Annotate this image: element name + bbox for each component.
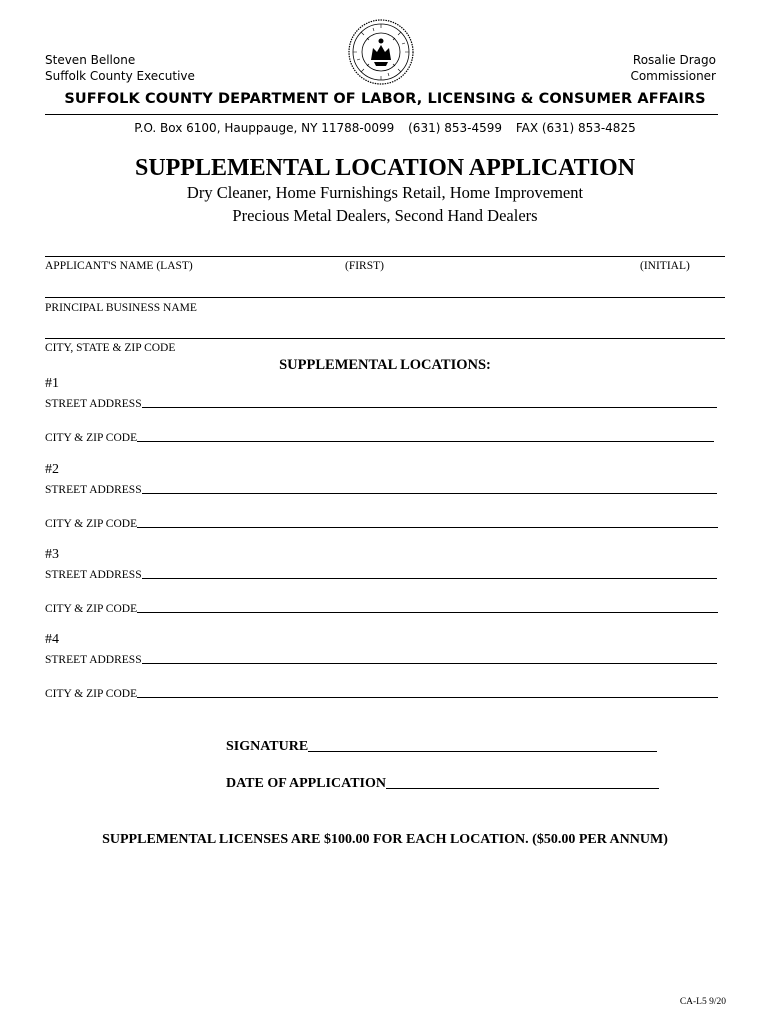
commissioner-block	[630, 52, 716, 84]
signature-label: SIGNATURE	[226, 739, 309, 754]
location-2-street-label: STREET ADDRESS	[45, 484, 142, 496]
location-4-street-label: STREET ADDRESS	[45, 654, 142, 666]
location-3-street-label: STREET ADDRESS	[45, 569, 142, 581]
phone-number: (631) 853-4599	[408, 121, 502, 135]
signature-row	[226, 739, 657, 755]
contact-line	[0, 121, 770, 135]
commissioner-name: Rosalie Drago	[632, 53, 716, 67]
location-1-city-row	[45, 430, 714, 444]
county-executive-title: Suffolk County Executive	[45, 69, 195, 83]
location-2-city-input[interactable]	[137, 516, 718, 528]
location-3-street-input[interactable]	[142, 567, 717, 579]
location-4-number: #4	[45, 632, 59, 647]
location-3-number: #3	[45, 547, 59, 562]
date-of-application-label: DATE OF APPLICATION	[226, 776, 386, 791]
applicant-name-field[interactable]	[45, 256, 725, 257]
subtitle-line-2: Precious Metal Dealers, Second Hand Dealers	[232, 206, 538, 225]
location-2-street-row	[45, 482, 717, 496]
location-4-street-row	[45, 652, 717, 666]
applicant-last-name-label: APPLICANT'S NAME (LAST)	[45, 260, 193, 272]
county-executive-block	[45, 52, 195, 84]
header-divider	[45, 114, 718, 115]
city-state-zip-label: CITY, STATE & ZIP CODE	[45, 342, 176, 354]
location-1-street-row	[45, 396, 717, 410]
city-state-zip-field[interactable]	[45, 338, 725, 339]
location-2-street-input[interactable]	[142, 482, 717, 494]
location-1-street-input[interactable]	[142, 396, 717, 408]
fee-notice: SUPPLEMENTAL LICENSES ARE $100.00 FOR EACH LOCATION. ($50.00 PER ANNUM)	[102, 832, 668, 847]
po-box-address: P.O. Box 6100, Hauppauge, NY 11788-0099	[134, 121, 395, 135]
county-executive-name: Steven Bellone	[45, 53, 136, 67]
location-2-number: #2	[45, 462, 59, 477]
location-4-city-row	[45, 686, 718, 700]
county-seal-icon	[347, 18, 415, 86]
form-number: CA-L5 9/20	[679, 997, 726, 1007]
commissioner-title: Commissioner	[630, 69, 716, 83]
supplemental-locations-heading: SUPPLEMENTAL LOCATIONS:	[279, 357, 491, 373]
location-4-city-input[interactable]	[137, 686, 718, 698]
applicant-initial-label: (INITIAL)	[640, 260, 690, 272]
location-2-city-label: CITY & ZIP CODE	[45, 518, 138, 530]
signature-input[interactable]	[308, 739, 657, 752]
subtitle-line-1: Dry Cleaner, Home Furnishings Retail, Home Improvement	[186, 183, 584, 202]
location-3-city-label: CITY & ZIP CODE	[45, 603, 138, 615]
business-name-label: PRINCIPAL BUSINESS NAME	[45, 302, 197, 314]
location-1-city-label: CITY & ZIP CODE	[45, 432, 138, 444]
location-3-city-row	[45, 601, 718, 615]
business-name-field[interactable]	[45, 297, 725, 298]
department-name: SUFFOLK COUNTY DEPARTMENT OF LABOR, LICENSING & CONSUMER AFFAIRS	[64, 91, 706, 107]
location-2-city-row	[45, 516, 718, 530]
location-3-city-input[interactable]	[137, 601, 718, 613]
location-3-street-row	[45, 567, 717, 581]
fax-number: FAX (631) 853-4825	[515, 121, 636, 135]
location-1-number: #1	[45, 376, 59, 391]
location-1-street-label: STREET ADDRESS	[45, 398, 142, 410]
applicant-first-name-label: (FIRST)	[345, 260, 384, 272]
page-title: SUPPLEMENTAL LOCATION APPLICATION	[134, 155, 636, 181]
date-row	[226, 776, 659, 792]
location-4-street-input[interactable]	[142, 652, 717, 664]
location-4-city-label: CITY & ZIP CODE	[45, 688, 138, 700]
location-1-city-input[interactable]	[137, 430, 714, 442]
date-of-application-input[interactable]	[386, 776, 659, 789]
